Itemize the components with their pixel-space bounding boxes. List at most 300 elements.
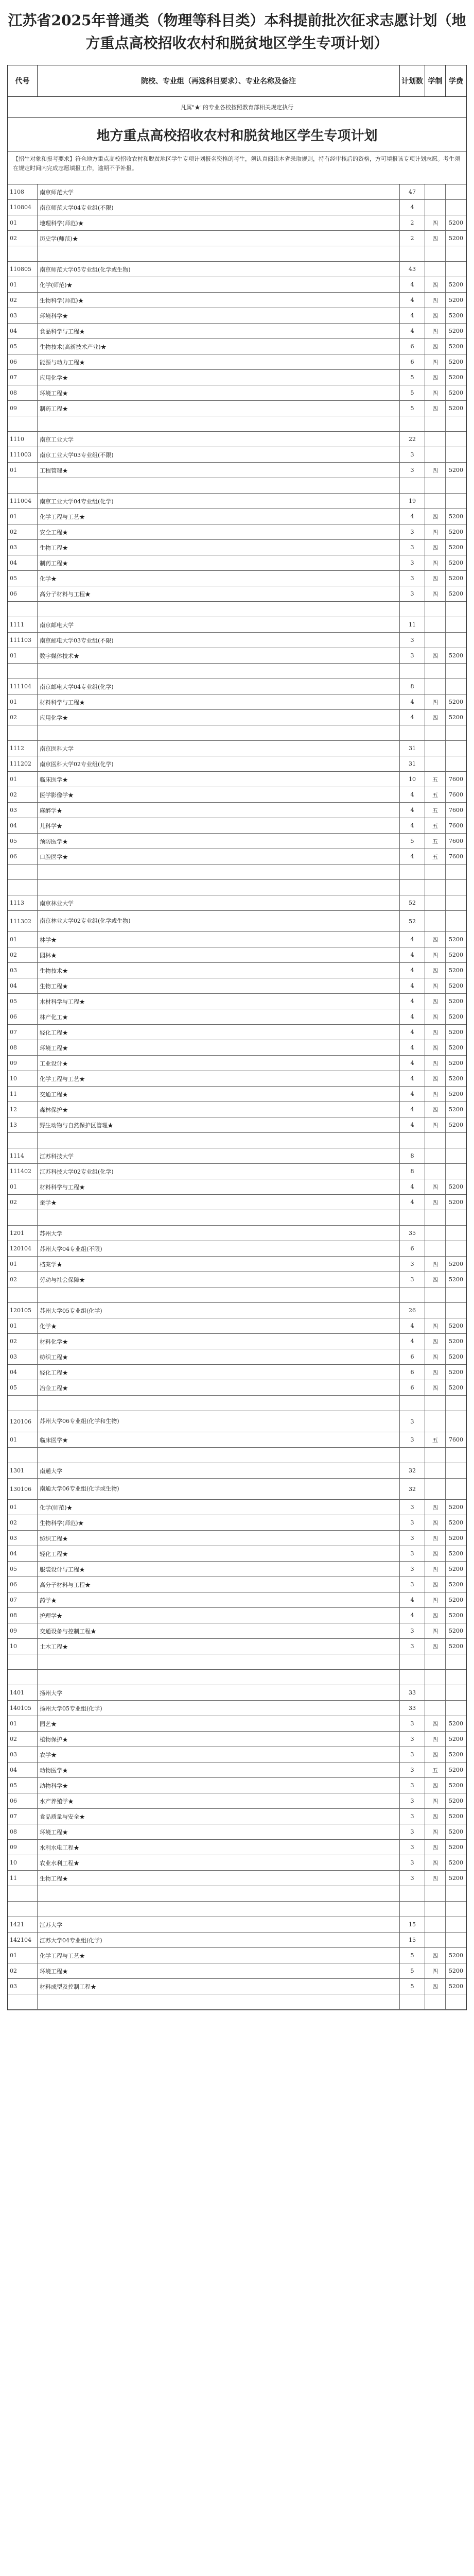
row-name: 苏州大学 — [38, 1226, 400, 1241]
row-plan-count — [400, 1902, 425, 1917]
row-fee: 5200 — [449, 1720, 463, 1727]
table-row — [8, 1210, 466, 1226]
table-body — [8, 184, 466, 2010]
row-fee — [446, 664, 466, 679]
table-row — [8, 1902, 466, 1917]
row-code: 03 — [8, 1979, 38, 1994]
row-plan-count — [400, 416, 425, 431]
row-plan-count: 3 — [400, 1546, 425, 1561]
row-name — [38, 416, 400, 431]
row-plan-count: 4 — [400, 1334, 425, 1349]
table-row — [8, 1562, 466, 1577]
row-name: 药学★ — [38, 1592, 400, 1607]
row-plan-count: 4 — [400, 200, 425, 215]
row-years: 四 — [425, 978, 446, 993]
row-years: 五 — [425, 1762, 446, 1777]
row-fee — [446, 1902, 466, 1917]
row-years — [425, 1994, 446, 2009]
header-plan: 计划数 — [400, 65, 425, 96]
table-row — [8, 1318, 466, 1334]
row-name: 应用化学★ — [38, 370, 400, 385]
row-fee: 5200 — [449, 513, 463, 520]
row-code: 09 — [8, 401, 38, 416]
row-plan-count: 2 — [400, 215, 425, 230]
table-row — [8, 1009, 466, 1025]
row-years: 五 — [425, 803, 446, 818]
table-row — [8, 1608, 466, 1623]
table-row — [8, 648, 466, 664]
row-plan-count: 5 — [400, 1948, 425, 1963]
row-code: 09 — [8, 1623, 38, 1638]
row-years — [425, 1886, 446, 1901]
row-name: 材料成型及控制工程★ — [38, 1979, 400, 1994]
row-plan-count — [400, 1133, 425, 1148]
row-fee: 5200 — [449, 998, 463, 1005]
row-code — [8, 664, 38, 679]
table-row — [8, 586, 466, 602]
row-name: 环境工程★ — [38, 1824, 400, 1839]
row-code — [8, 1133, 38, 1148]
row-years: 四 — [425, 1056, 446, 1071]
row-plan-count: 3 — [400, 1824, 425, 1839]
row-years: 四 — [425, 1500, 446, 1515]
row-fee — [446, 1463, 466, 1478]
row-name: 林学★ — [38, 932, 400, 947]
row-fee: 5200 — [449, 529, 463, 535]
row-fee: 5200 — [449, 1338, 463, 1345]
row-years: 四 — [425, 1824, 446, 1839]
row-plan-count: 8 — [400, 679, 425, 694]
row-fee: 5200 — [449, 1044, 463, 1051]
table-row — [8, 1701, 466, 1716]
row-years: 四 — [425, 963, 446, 978]
row-years: 四 — [425, 1840, 446, 1855]
row-fee: 5200 — [449, 575, 463, 582]
row-years: 四 — [425, 1716, 446, 1731]
row-plan-count: 3 — [400, 1577, 425, 1592]
row-plan-count: 5 — [400, 385, 425, 400]
header-code: 代号 — [8, 65, 38, 96]
row-years: 四 — [425, 1948, 446, 1963]
row-fee: 5200 — [449, 235, 463, 242]
row-years: 四 — [425, 1793, 446, 1808]
row-years — [425, 602, 446, 617]
row-plan-count: 3 — [400, 1515, 425, 1530]
row-years: 四 — [425, 339, 446, 354]
table-row — [8, 1515, 466, 1531]
row-fee: 5200 — [449, 560, 463, 566]
row-years: 四 — [425, 555, 446, 570]
row-years: 四 — [425, 1117, 446, 1132]
row-plan-count: 4 — [400, 1195, 425, 1210]
row-code: 03 — [8, 1747, 38, 1762]
row-code: 02 — [8, 293, 38, 308]
row-fee — [446, 416, 466, 431]
row-fee: 5200 — [449, 281, 463, 288]
row-code — [8, 416, 38, 431]
row-years: 五 — [425, 818, 446, 833]
row-fee — [446, 478, 466, 493]
row-plan-count: 4 — [400, 1318, 425, 1333]
table-row — [8, 1334, 466, 1349]
row-name: 南通大学06专业组(化学或生物) — [38, 1479, 400, 1499]
row-name: 南京邮电大学03专业组(不限) — [38, 633, 400, 648]
table-row — [8, 1762, 466, 1778]
row-code: 04 — [8, 555, 38, 570]
row-plan-count: 3 — [400, 648, 425, 663]
row-plan-count — [400, 478, 425, 493]
row-fee: 5200 — [449, 297, 463, 303]
row-name: 森林保护★ — [38, 1102, 400, 1117]
row-code — [8, 1287, 38, 1302]
table-row — [8, 416, 466, 432]
row-plan-count: 32 — [400, 1479, 425, 1499]
table-row — [8, 1546, 466, 1562]
row-fee: 5200 — [449, 1122, 463, 1128]
row-fee: 5200 — [449, 1106, 463, 1113]
row-years — [425, 1226, 446, 1241]
row-plan-count: 3 — [400, 1639, 425, 1654]
row-name: 生物科学(师范)★ — [38, 293, 400, 308]
row-fee — [446, 447, 466, 462]
table-row — [8, 664, 466, 679]
row-fee: 5200 — [449, 936, 463, 943]
row-name: 数字媒体技术★ — [38, 648, 400, 663]
row-fee — [446, 246, 466, 261]
row-name — [38, 1133, 400, 1148]
row-name: 南京师范大学05专业组(化学或生物) — [38, 262, 400, 277]
table-row — [8, 1303, 466, 1318]
row-fee: 7600 — [449, 838, 463, 844]
row-code: 04 — [8, 978, 38, 993]
row-code: 02 — [8, 1963, 38, 1978]
row-years: 四 — [425, 1809, 446, 1824]
row-years: 四 — [425, 1623, 446, 1638]
row-years: 四 — [425, 1179, 446, 1194]
row-plan-count: 5 — [400, 401, 425, 416]
row-code: 111003 — [8, 447, 38, 462]
row-fee: 5200 — [449, 1813, 463, 1820]
row-fee: 5200 — [449, 1369, 463, 1376]
row-name: 林产化工★ — [38, 1009, 400, 1024]
row-fee: 7600 — [449, 853, 463, 860]
row-name: 历史学(师范)★ — [38, 231, 400, 246]
table-row — [8, 1871, 466, 1886]
row-name: 南京邮电大学04专业组(化学) — [38, 679, 400, 694]
row-years: 五 — [425, 772, 446, 787]
table-row — [8, 293, 466, 308]
row-years: 五 — [425, 1432, 446, 1447]
row-name: 麻醉学★ — [38, 803, 400, 818]
row-fee — [446, 617, 466, 632]
row-plan-count: 33 — [400, 1701, 425, 1716]
row-plan-count: 6 — [400, 339, 425, 354]
row-code: 120104 — [8, 1241, 38, 1256]
row-fee: 7600 — [449, 822, 463, 829]
row-years: 四 — [425, 293, 446, 308]
row-name: 工程管理★ — [38, 463, 400, 478]
row-name: 儿科学★ — [38, 818, 400, 833]
row-name: 扬州大学 — [38, 1685, 400, 1700]
row-fee: 5200 — [449, 1859, 463, 1866]
row-fee: 5200 — [449, 1029, 463, 1036]
row-years: 四 — [425, 1963, 446, 1978]
table-row — [8, 478, 466, 494]
row-years — [425, 1917, 446, 1932]
row-years: 四 — [425, 385, 446, 400]
row-years — [425, 1164, 446, 1179]
row-code: 04 — [8, 818, 38, 833]
row-years: 四 — [425, 1318, 446, 1333]
row-plan-count — [400, 865, 425, 879]
row-code — [8, 880, 38, 895]
row-plan-count — [400, 1670, 425, 1685]
row-plan-count: 15 — [400, 1933, 425, 1947]
row-plan-count — [400, 602, 425, 617]
row-name: 植物保护★ — [38, 1732, 400, 1747]
row-years: 四 — [425, 215, 446, 230]
row-fee: 5200 — [449, 1968, 463, 1974]
row-name: 农业水利工程★ — [38, 1855, 400, 1870]
row-plan-count — [400, 246, 425, 261]
row-name — [38, 1396, 400, 1411]
row-code: 13 — [8, 1117, 38, 1132]
table-row — [8, 1716, 466, 1732]
row-name: 南京医科大学02专业组(化学) — [38, 756, 400, 771]
row-code: 01 — [8, 463, 38, 478]
row-fee — [446, 725, 466, 740]
table-row — [8, 1778, 466, 1793]
row-fee: 5200 — [449, 1550, 463, 1557]
row-name: 制药工程★ — [38, 401, 400, 416]
row-plan-count: 5 — [400, 370, 425, 385]
row-years: 四 — [425, 277, 446, 292]
row-name: 扬州大学05专业组(化学) — [38, 1701, 400, 1716]
row-years: 四 — [425, 401, 446, 416]
row-name: 能源与动力工程★ — [38, 354, 400, 369]
row-fee: 5200 — [449, 1952, 463, 1959]
row-name: 南京师范大学 — [38, 184, 400, 199]
row-fee — [446, 1670, 466, 1685]
row-code: 02 — [8, 1334, 38, 1349]
row-plan-count: 3 — [400, 1411, 425, 1432]
table-header — [8, 65, 466, 97]
row-name: 工业设计★ — [38, 1056, 400, 1071]
row-fee: 5200 — [449, 1013, 463, 1020]
row-code: 03 — [8, 1531, 38, 1546]
table-row — [8, 772, 466, 787]
row-name: 制药工程★ — [38, 555, 400, 570]
table-row — [8, 1639, 466, 1654]
row-fee: 5200 — [449, 467, 463, 473]
document-title: 江苏省2025年普通类（物理等科目类）本科提前批次征求志愿计划（地方重点高校招收农村和脱贫地区学生专项计划） — [8, 12, 466, 52]
table-row — [8, 1840, 466, 1855]
row-name: 江苏大学04专业组(化学) — [38, 1933, 400, 1947]
row-plan-count: 8 — [400, 1148, 425, 1163]
row-code: 01 — [8, 1318, 38, 1333]
row-name: 南京工业大学04专业组(化学) — [38, 494, 400, 509]
row-code — [8, 1670, 38, 1685]
row-years: 四 — [425, 994, 446, 1009]
row-code: 02 — [8, 231, 38, 246]
row-fee — [446, 1933, 466, 1947]
table-row — [8, 1979, 466, 1994]
table-row — [8, 246, 466, 262]
row-code: 10 — [8, 1071, 38, 1086]
table-row — [8, 994, 466, 1009]
row-plan-count: 52 — [400, 911, 425, 931]
table-row — [8, 262, 466, 277]
row-years: 四 — [425, 1577, 446, 1592]
row-name: 水利水电工程★ — [38, 1840, 400, 1855]
table-row — [8, 339, 466, 354]
table-row — [8, 1133, 466, 1148]
row-fee: 5200 — [449, 1075, 463, 1082]
row-code: 05 — [8, 339, 38, 354]
row-plan-count: 3 — [400, 1778, 425, 1793]
row-years — [425, 447, 446, 462]
row-name: 南京师范大学04专业组(不限) — [38, 200, 400, 215]
row-code: 120106 — [8, 1411, 38, 1432]
table-row — [8, 463, 466, 478]
row-code: 06 — [8, 586, 38, 601]
table-row — [8, 370, 466, 385]
row-years: 四 — [425, 463, 446, 478]
row-code: 05 — [8, 834, 38, 849]
row-name: 野生动物与自然保护区管理★ — [38, 1117, 400, 1132]
row-code — [8, 246, 38, 261]
row-name: 江苏大学 — [38, 1917, 400, 1932]
row-code: 11 — [8, 1871, 38, 1886]
table-row — [8, 932, 466, 947]
row-fee — [446, 1287, 466, 1302]
row-name — [38, 1902, 400, 1917]
row-code: 08 — [8, 1824, 38, 1839]
row-code: 11 — [8, 1087, 38, 1101]
table-row — [8, 1087, 466, 1102]
row-plan-count: 3 — [400, 1562, 425, 1577]
row-plan-count: 52 — [400, 895, 425, 910]
row-years — [425, 416, 446, 431]
row-years: 四 — [425, 648, 446, 663]
row-plan-count — [400, 1396, 425, 1411]
table-row — [8, 1287, 466, 1303]
row-code: 1112 — [8, 741, 38, 756]
row-years: 四 — [425, 1871, 446, 1886]
row-name: 南京林业大学02专业组(化学或生物) — [38, 911, 400, 931]
row-code: 02 — [8, 1272, 38, 1287]
row-plan-count: 3 — [400, 555, 425, 570]
table-row — [8, 803, 466, 818]
row-plan-count: 4 — [400, 1117, 425, 1132]
row-years: 四 — [425, 370, 446, 385]
row-code: 01 — [8, 1257, 38, 1272]
row-years — [425, 725, 446, 740]
row-code: 03 — [8, 308, 38, 323]
row-code: 01 — [8, 1716, 38, 1731]
row-code: 111302 — [8, 911, 38, 931]
row-code: 1111 — [8, 617, 38, 632]
row-code: 07 — [8, 370, 38, 385]
row-plan-count — [400, 1654, 425, 1669]
row-name: 园林★ — [38, 947, 400, 962]
row-fee — [446, 1226, 466, 1241]
row-fee: 5200 — [449, 1261, 463, 1267]
row-code: 02 — [8, 787, 38, 802]
table-row — [8, 509, 466, 524]
row-fee: 5200 — [449, 1519, 463, 1526]
table-row — [8, 494, 466, 509]
row-name — [38, 602, 400, 617]
row-code: 02 — [8, 947, 38, 962]
row-plan-count: 4 — [400, 932, 425, 947]
row-plan-count: 5 — [400, 834, 425, 849]
row-years — [425, 200, 446, 215]
row-fee — [446, 1448, 466, 1463]
table-row — [8, 1396, 466, 1411]
row-plan-count: 31 — [400, 756, 425, 771]
table-row — [8, 1732, 466, 1747]
row-plan-count: 4 — [400, 994, 425, 1009]
row-plan-count: 3 — [400, 586, 425, 601]
row-code: 06 — [8, 354, 38, 369]
row-name: 化学(师范)★ — [38, 1500, 400, 1515]
table-row — [8, 277, 466, 293]
table-row — [8, 184, 466, 200]
row-years — [425, 679, 446, 694]
row-years: 四 — [425, 1257, 446, 1272]
row-plan-count: 22 — [400, 432, 425, 447]
row-fee — [446, 679, 466, 694]
row-plan-count: 11 — [400, 617, 425, 632]
row-fee: 5200 — [449, 952, 463, 958]
row-code: 06 — [8, 1577, 38, 1592]
table-row — [8, 524, 466, 540]
row-fee: 5200 — [449, 1643, 463, 1650]
plan-table — [7, 65, 467, 2010]
row-years: 四 — [425, 694, 446, 709]
row-years — [425, 865, 446, 879]
row-years — [425, 494, 446, 509]
row-name: 化学★ — [38, 571, 400, 586]
row-fee: 5200 — [449, 1060, 463, 1066]
row-years: 四 — [425, 1855, 446, 1870]
row-code: 09 — [8, 1840, 38, 1855]
row-name: 轻化工程★ — [38, 1546, 400, 1561]
table-row — [8, 1654, 466, 1670]
row-plan-count: 3 — [400, 1855, 425, 1870]
row-years — [425, 895, 446, 910]
row-years: 四 — [425, 1195, 446, 1210]
row-code: 05 — [8, 571, 38, 586]
table-row — [8, 947, 466, 963]
row-code: 05 — [8, 1778, 38, 1793]
row-name — [38, 725, 400, 740]
table-row — [8, 818, 466, 834]
row-fee: 5200 — [449, 544, 463, 551]
table-row — [8, 1479, 466, 1500]
row-years: 四 — [425, 571, 446, 586]
row-name — [38, 1210, 400, 1225]
row-years — [425, 911, 446, 931]
table-row — [8, 1886, 466, 1902]
row-code: 110805 — [8, 262, 38, 277]
row-years — [425, 1463, 446, 1478]
row-years — [425, 1287, 446, 1302]
header-name: 院校、专业组（再选科目要求）、专业名称及备注 — [38, 65, 400, 96]
table-row — [8, 1917, 466, 1933]
row-code: 02 — [8, 710, 38, 725]
